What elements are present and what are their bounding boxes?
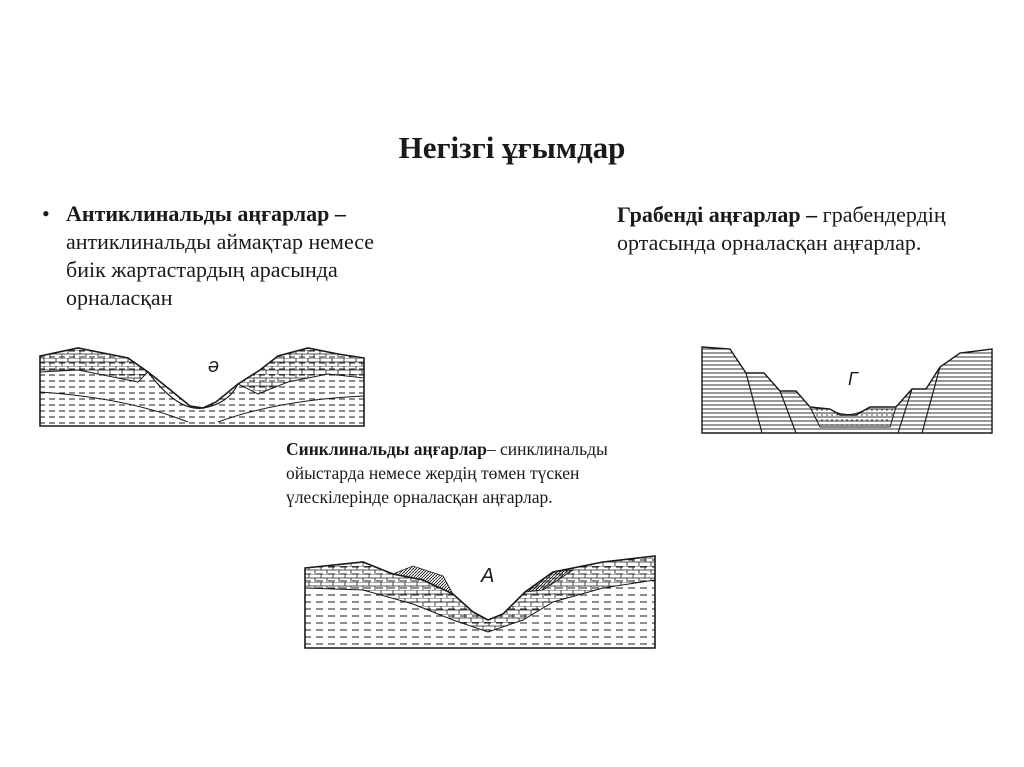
graben-definition: грабендердің ортасында орналасқан аңғарлар. [617,202,946,255]
anticlinal-text-block [42,200,382,312]
synclinal-figure-label: А [481,565,495,587]
anticlinal-term: Антиклинальды аңғарлар – [66,201,346,226]
graben-valley-diagram [700,343,996,455]
slide-title: Негізгі ұғымдар [398,130,626,165]
graben-figure-label: Г [848,369,858,389]
anticlinal-valley-figure [38,342,368,430]
synclinal-text-block [286,437,686,509]
graben-valley-figure [700,343,996,455]
synclinal-valley-figure [303,550,657,652]
anticlinal-figure-label: ə [208,355,220,377]
graben-term: Грабенді аңғарлар – [617,202,818,227]
synclinal-valley-diagram [303,550,657,652]
graben-text-block [617,201,977,257]
anticlinal-definition: антиклинальды аймақтар немесе биік жартастардың арасында орналасқан [66,229,375,310]
anticlinal-valley-diagram [38,342,368,430]
synclinal-definition: – синклинальды ойыстарда немесе жердің төмен түскен үлескілерінде орналасқан аңғарлар. [286,439,608,507]
synclinal-term: Синклинальды аңғарлар [286,439,487,459]
bullet-icon: • [42,201,50,226]
